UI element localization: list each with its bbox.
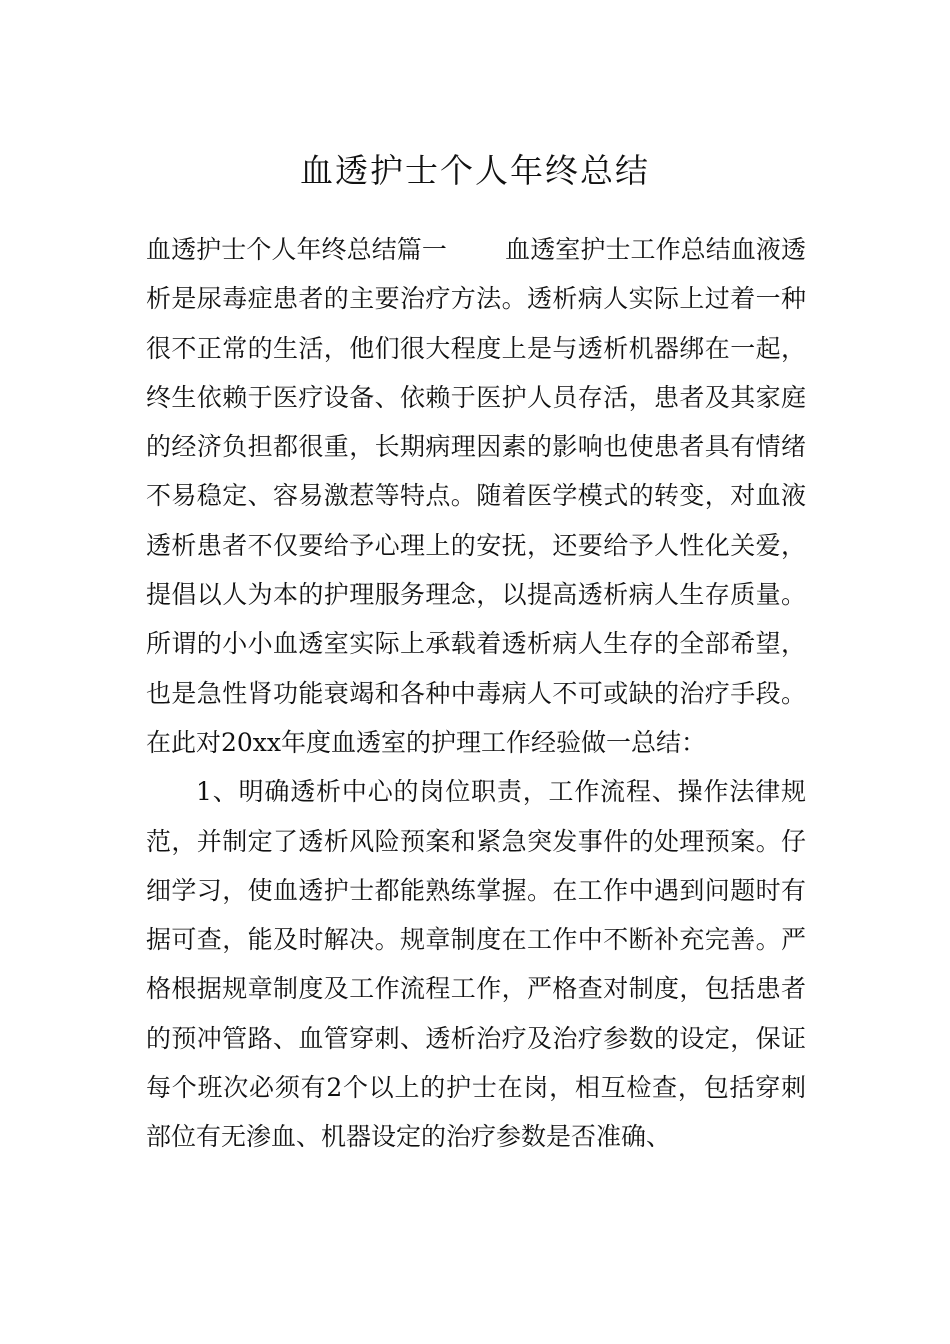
document-body: [146, 225, 806, 1162]
document-title: 血透护士个人年终总结: [300, 151, 650, 191]
paragraph-item-1: 1、明确透析中心的岗位职责，工作流程、操作法律规范，并制定了透析风险预案和紧急突发事件的处理预案。仔细学习，使血透护士都能熟练掌握。在工作中遇到问题时有据可查，能及时解决。规章制度在工作中不断补充完善。严格根据规章制度及工作流程工作，严格查对制度，包括患者的预冲管路、血管穿刺、透析治疗及治疗参数的设定，保证每个班次必须有2个以上的护士在岗，相互检查，包括穿刺部位有无渗血、机器设定的治疗参数是否准确、: [146, 777, 806, 1152]
paragraph-intro: 血透护士个人年终总结篇一 血透室护士工作总结血液透析是尿毒症患者的主要治疗方法。透析病人实际上过着一种很不正常的生活，他们很大程度上是与透析机器绑在一起，终生依赖于医疗设备、依赖于医护人员存活，患者及其家庭的经济负担都很重，长期病理因素的影响也使患者具有情绪不易稳定、容易激惹等特点。随着医学模式的转变，对血液透析患者不仅要给予心理上的安抚，还要给予人性化关爱，提倡以人为本的护理服务理念，以提高透析病人生存质量。所谓的小小血透室实际上承载着透析病人生存的全部希望，也是急性肾功能衰竭和各种中毒病人不可或缺的治疗手段。在此对20xx年度血透室的护理工作经验做一总结：: [146, 235, 806, 757]
